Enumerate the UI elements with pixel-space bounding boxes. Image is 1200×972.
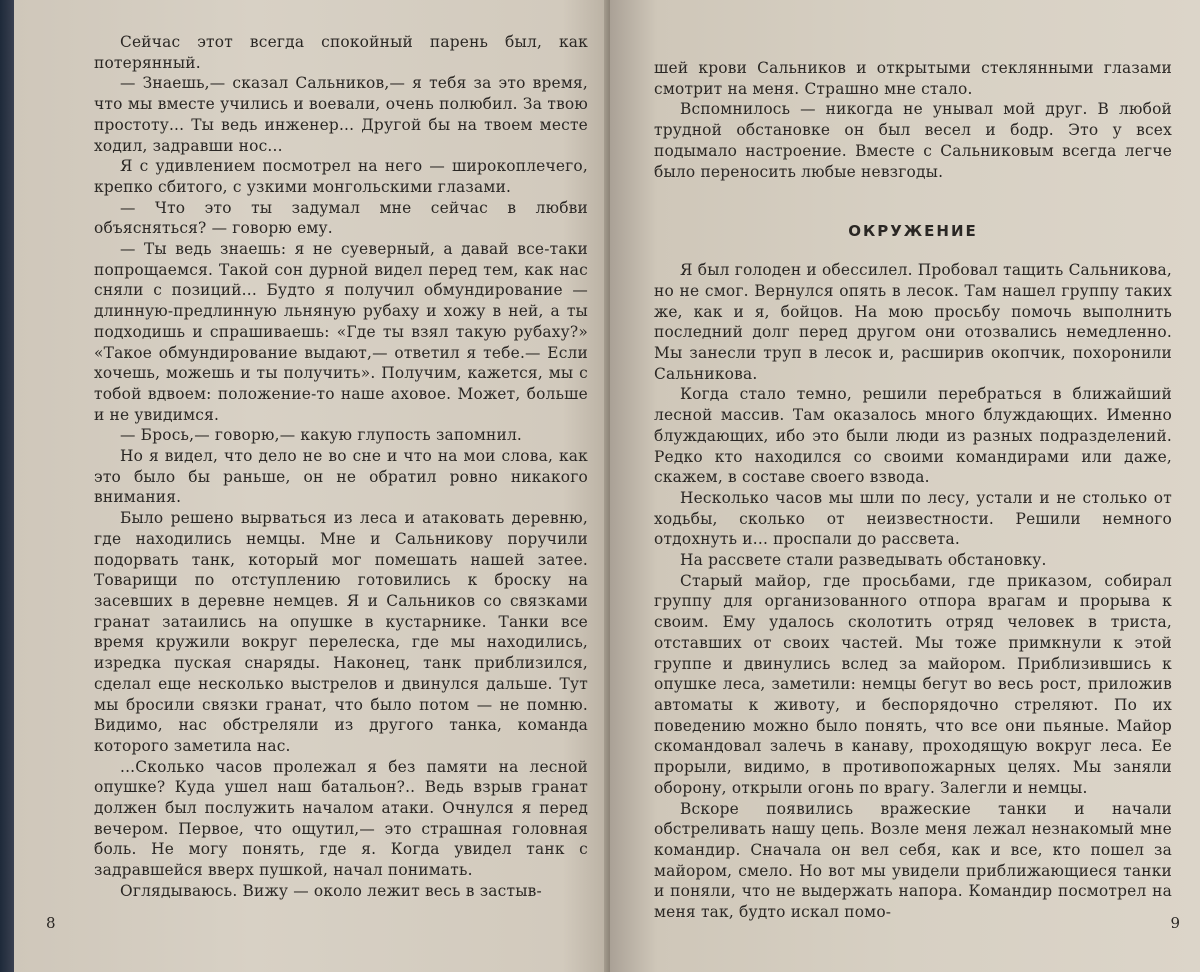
paragraph: На рассвете стали разведывать обстановку. [680, 551, 1047, 570]
paragraph: — Знаешь,— сказал Сальников,— я тебя за это время, что мы вместе учились и воевали, очень полюбил. За твою простоту... Ты ведь инженер... Другой бы на твоем месте ходил, задравши нос... [94, 74, 588, 155]
paragraph: Несколько часов мы шли по лесу, устали и не столько от ходьбы, сколько от неизвестности. Решили немного отдохнуть и... проспали до рассвета. [654, 488, 1172, 549]
paragraph: — Ты ведь знаешь: я не суеверный, а давай все-таки попрощаемся. Такой сон дурной видел перед тем, как нас сняли с позиций... Будто я получил обмундирование — длинную-предлинную льняную рубаху и хожу в ней, а ты подходишь и спрашиваешь: «Где ты взял такую рубаху?» «Такое обмундирование выдают,— ответил я тебе.— Если хочешь, можешь и ты получить». Получим, кажется, мы с тобой вдвоем: положение-то наше аховое. Может, больше и не увидимся. [94, 240, 588, 424]
paragraph: — Брось,— говорю,— какую глупость запомнил. [120, 426, 523, 445]
chapter-heading: ОКРУЖЕНИЕ [848, 222, 978, 241]
page-number: 9 [1170, 914, 1180, 932]
paragraph: Я с удивлением посмотрел на него — широкоплечего, крепко сбитого, с узкими монгольскими глазами. [94, 157, 588, 196]
paragraph: Было решено вырваться из леса и атаковать деревню, где находились немцы. Мне и Сальникову поручили подорвать танк, который мог помешать нашей затее. Товарищи по отступлению готовились к броску на засевших в деревне немцев. Я и Сальников со связками гранат затаились на опушке в кустарнике. Танки все время кружили вокруг перелеска, где мы находились, изредка пуская снаряды. Наконец, танк приблизился, сделал еще несколько выстрелов и двинулся дальше. Тут мы бросили связки гранат, что было потом — не помню. Видимо, нас обстреляли из другого танка, команда которого заметила нас. [94, 509, 588, 755]
paragraph: Когда стало темно, решили перебраться в ближайший лесной массив. Там оказалось много блуждающих. Именно блуждающих, ибо это были люди из разных подразделений. Редко кто находился со своими командирами или даже, скажем, в составе своего взвода. [654, 385, 1172, 487]
paragraph: Вскоре появились вражеские танки и начали обстреливать нашу цепь. Возле меня лежал незнакомый мне командир. Сначала он вел себя, как и все, кто пошел за майором, смело. Но вот мы увидели приближающиеся танки и поняли, что не выдержать напора. Командир посмотрел на меня так, будто искал помо- [654, 799, 1172, 922]
paragraph: — Что это ты задумал мне сейчас в любви объясняться? — говорю ему. [94, 198, 588, 238]
book-edge [0, 0, 14, 972]
paragraph: Но я видел, что дело не во сне и что на мои слова, как это было бы раньше, он не обратил ровно никакого внимания. [94, 447, 588, 507]
paragraph: Старый майор, где просьбами, где приказом, собирал группу для организованного отпора врагам и прорыва к своим. Ему удалось сколотить отряд человек в триста, отставших от своих частей. Мы тоже примкнули к этой группе и двинулись вслед за майором. Приблизившись к опушке леса, заметили: немцы бегут во весь рост, приложив автоматы к животу, и беспорядочно стреляют. По их поведению можно было понять, что все они пьяные. Майор скомандовал залечь в канаву, проходящую вокруг леса. Ее прорыли, видимо, в противопожарных целях. Мы заняли оборону, открыли огонь по врагу. Залегли и немцы. [654, 571, 1172, 797]
paragraph: Я был голоден и обессилел. Пробовал тащить Сальникова, но не смог. Вернулся опять в лесок. Там нашел группу таких же, как и я, бойцов. На мою просьбу помочь выполнить последний долг перед другом они отозвались немедленно. Мы занесли труп в лесок и, расширив окопчик, похоронили Сальникова. [654, 261, 1173, 383]
right-page [610, 0, 1200, 972]
paragraph: ...Сколько часов пролежал я без памяти на лесной опушке? Куда ушел наш батальон?.. Ведь взрыв гранат должен был послужить началом атаки. Очнулся я перед вечером. Первое, что ощутил,— это страшная головная боль. Не могу понять, где я. Когда увидел танк с задравшейся вверх пушкой, начал понимать. [94, 757, 588, 880]
paragraph: Сейчас этот всегда спокойный парень был, как потерянный. [94, 33, 588, 72]
left-page [14, 0, 610, 972]
paragraph: Оглядываюсь. Вижу — около лежит весь в застыв- [120, 881, 542, 900]
paragraph: Вспомнилось — никогда не унывал мой друг. В любой трудной обстановке он был весел и бодр. Это у всех подымало настроение. Вместе с Сальниковым всегда легче было переносить любые невзгоды. [654, 100, 1172, 181]
paragraph: шей крови Сальников и открытыми стеклянными глазами смотрит на меня. Страшно мне стало. [654, 59, 1172, 98]
page-number: 8 [46, 914, 56, 932]
